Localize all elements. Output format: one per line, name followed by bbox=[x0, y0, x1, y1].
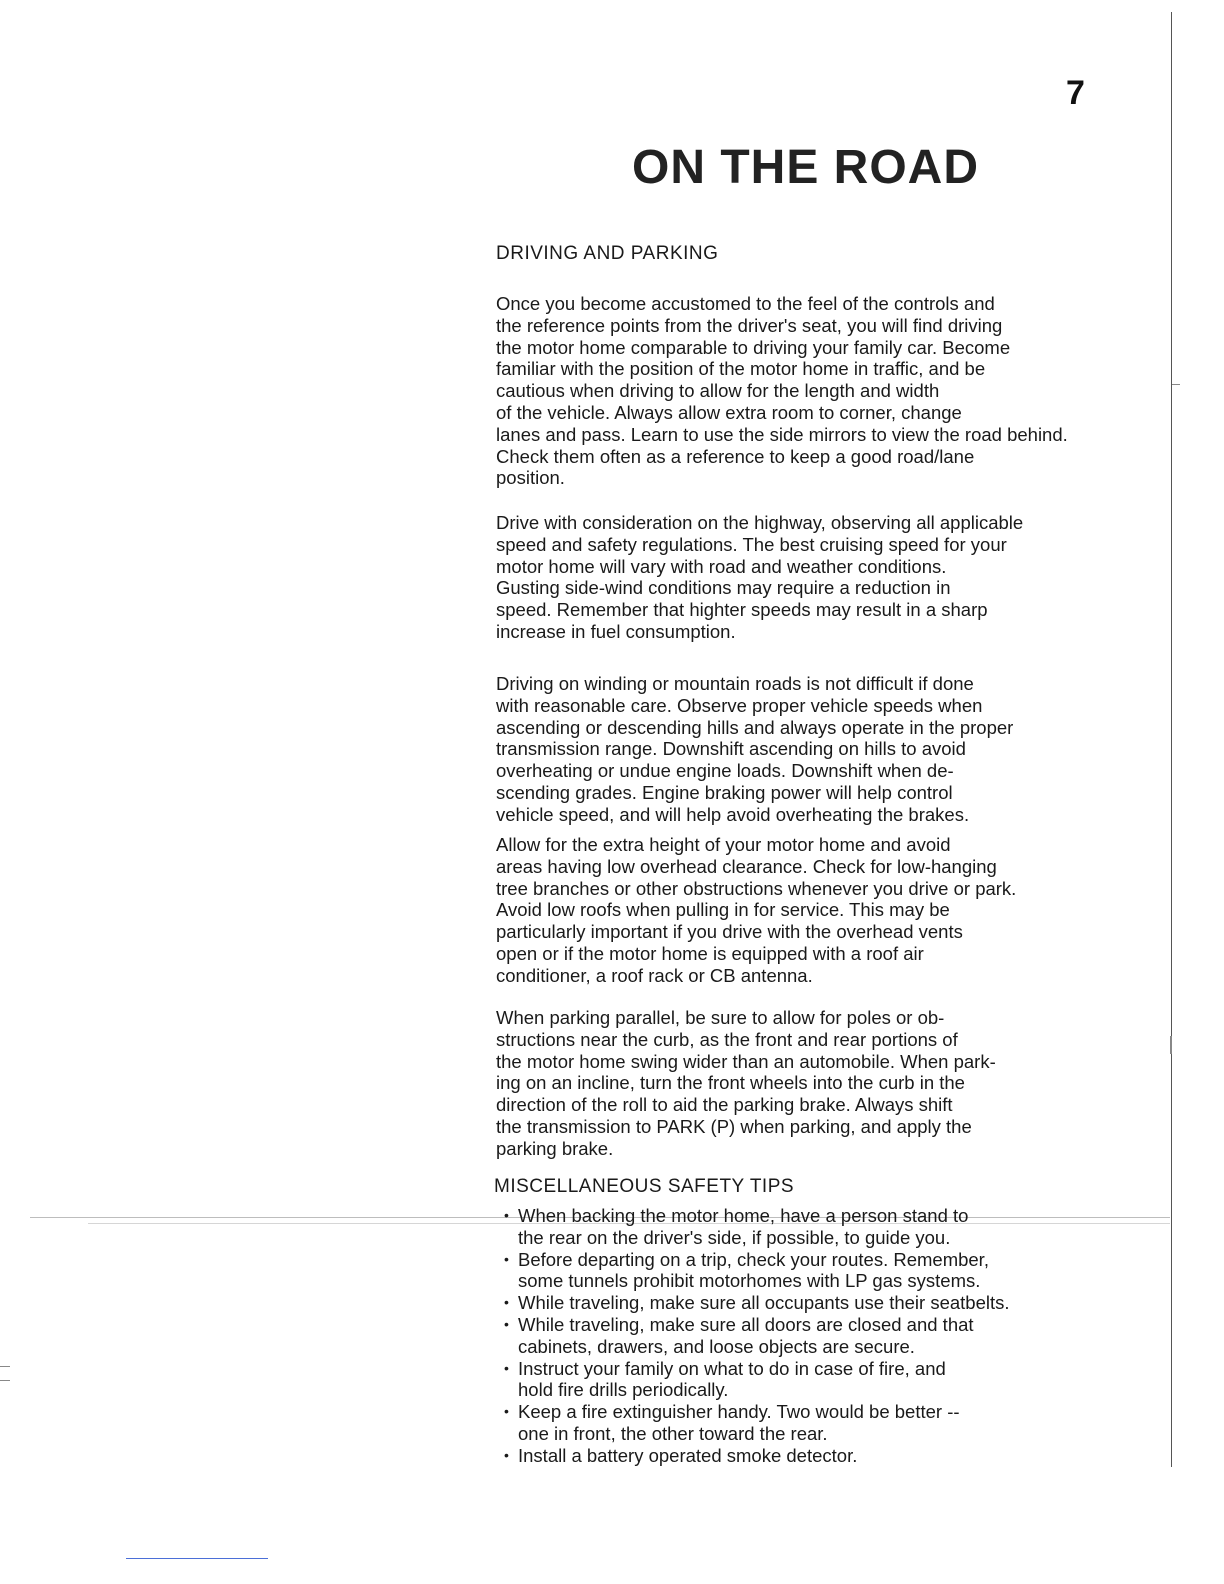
text-line: Drive with consideration on the highway, observing all applicable bbox=[496, 512, 1024, 533]
text-line: Once you become accustomed to the feel of the controls and bbox=[496, 293, 995, 314]
text-line: transmission range. Downshift ascending on hills to avoid bbox=[496, 738, 966, 760]
bullet-icon: • bbox=[504, 1359, 509, 1376]
text-line: position. bbox=[496, 467, 565, 489]
text-line: vehicle speed, and will help avoid overheating the brakes. bbox=[496, 803, 970, 825]
text-line: the motor home swing wider than an automobile. When park- bbox=[496, 1050, 996, 1072]
paragraph bbox=[496, 1007, 1156, 1160]
text-line: increase in fuel consumption. bbox=[496, 620, 736, 642]
bullet-icon: • bbox=[504, 1315, 509, 1332]
scan-artifact-mark bbox=[1170, 1036, 1172, 1054]
paragraph bbox=[496, 834, 1156, 987]
text-line: scending grades. Engine braking power will help control bbox=[496, 781, 953, 803]
text-line: direction of the roll to aid the parking brake. Always shift bbox=[496, 1094, 953, 1116]
page-number: 7 bbox=[1066, 74, 1085, 112]
list-item bbox=[504, 1292, 1010, 1314]
text-line: speed. Remember that highter speeds may result in a sharp bbox=[496, 599, 988, 621]
text-line: the motor home comparable to driving your family car. Become bbox=[496, 336, 1011, 358]
text-line: particularly important if you drive with the overhead vents bbox=[496, 921, 963, 943]
text-line: of the vehicle. Always allow extra room to corner, change bbox=[496, 401, 962, 423]
text-line: the rear on the driver's side, if possible, to guide you. bbox=[518, 1226, 951, 1248]
paragraph bbox=[496, 673, 1156, 826]
bullet-icon: • bbox=[504, 1207, 509, 1223]
text-line: one in front, the other toward the rear. bbox=[518, 1422, 828, 1444]
text-line: the transmission to PARK (P) when parking, and apply the bbox=[496, 1115, 972, 1137]
text-line: areas having low overhead clearance. Check for low-hanging bbox=[496, 855, 997, 877]
list-item bbox=[504, 1358, 1010, 1402]
chapter-title: ON THE ROAD bbox=[632, 141, 979, 194]
paragraph bbox=[496, 293, 1156, 489]
text-line: overheating or undue engine loads. Downshift when de- bbox=[496, 760, 954, 782]
text-line: Gusting side-wind conditions may require a reduction in bbox=[496, 577, 951, 599]
text-line: ascending or descending hills and always operate in the proper bbox=[496, 716, 1014, 738]
bullet-icon: • bbox=[504, 1446, 509, 1463]
paragraph bbox=[496, 512, 1156, 643]
text-line: familiar with the position of the motor home in traffic, and be bbox=[496, 358, 986, 380]
text-line: Driving on winding or mountain roads is not difficult if done bbox=[496, 673, 974, 694]
bullet-icon: • bbox=[504, 1403, 509, 1420]
scan-artifact-mark bbox=[0, 1380, 10, 1381]
bullet-icon: • bbox=[504, 1250, 509, 1267]
text-line: Keep a fire extinguisher handy. Two would be better -- bbox=[518, 1401, 960, 1423]
text-line: Check them often as a reference to keep a good road/lane bbox=[496, 445, 975, 467]
text-line: the reference points from the driver's seat, you will find driving bbox=[496, 314, 1003, 336]
text-line: Allow for the extra height of your motor home and avoid bbox=[496, 834, 951, 855]
text-line: cabinets, drawers, and loose objects are secure. bbox=[518, 1335, 915, 1357]
text-line: tree branches or other obstructions whenever you drive or park. bbox=[496, 877, 1017, 899]
text-line: Before departing on a trip, check your routes. Remember, bbox=[518, 1248, 989, 1270]
scan-artifact-mark bbox=[0, 1366, 10, 1367]
text-line: with reasonable care. Observe proper vehicle speeds when bbox=[496, 694, 983, 716]
text-line: hold fire drills periodically. bbox=[518, 1379, 729, 1401]
text-line: Avoid low roofs when pulling in for service. This may be bbox=[496, 899, 950, 921]
text-line: Install a battery operated smoke detector. bbox=[518, 1444, 858, 1466]
scan-artifact-mark bbox=[1172, 384, 1180, 385]
list-item bbox=[504, 1314, 1010, 1358]
text-line: When parking parallel, be sure to allow for poles or ob- bbox=[496, 1007, 945, 1028]
list-item bbox=[504, 1401, 1010, 1445]
text-line: some tunnels prohibit motorhomes with LP gas systems. bbox=[518, 1270, 981, 1292]
text-line: While traveling, make sure all doors are closed and that bbox=[518, 1313, 974, 1335]
list-item bbox=[504, 1445, 1010, 1467]
text-line: open or if the motor home is equipped with a roof air bbox=[496, 942, 924, 964]
list-item bbox=[504, 1249, 1010, 1293]
text-line: ing on an incline, turn the front wheels into the curb in the bbox=[496, 1072, 965, 1094]
text-line: motor home will vary with road and weather conditions. bbox=[496, 555, 947, 577]
text-line: cautious when driving to allow for the length and width bbox=[496, 380, 940, 402]
scan-artifact-line bbox=[126, 1558, 268, 1559]
text-line: conditioner, a roof rack or CB antenna. bbox=[496, 964, 813, 986]
section-heading-safety-tips: MISCELLANEOUS SAFETY TIPS bbox=[494, 1176, 795, 1197]
text-line: While traveling, make sure all occupants use their seatbelts. bbox=[518, 1292, 1010, 1314]
text-line: parking brake. bbox=[496, 1137, 614, 1159]
list-item bbox=[504, 1205, 1010, 1249]
text-line: speed and safety regulations. The best cruising speed for your bbox=[496, 533, 1007, 555]
text-line: lanes and pass. Learn to use the side mirrors to view the road behind. bbox=[496, 423, 1068, 445]
section-heading-driving-parking: DRIVING AND PARKING bbox=[496, 243, 719, 264]
text-line: structions near the curb, as the front and rear portions of bbox=[496, 1028, 958, 1050]
text-line: When backing the motor home, have a person stand to bbox=[518, 1205, 969, 1226]
page-edge-rule bbox=[1171, 12, 1172, 1467]
safety-tips-list bbox=[504, 1205, 1010, 1467]
text-line: Instruct your family on what to do in case of fire, and bbox=[518, 1357, 946, 1379]
bullet-icon: • bbox=[504, 1294, 509, 1311]
